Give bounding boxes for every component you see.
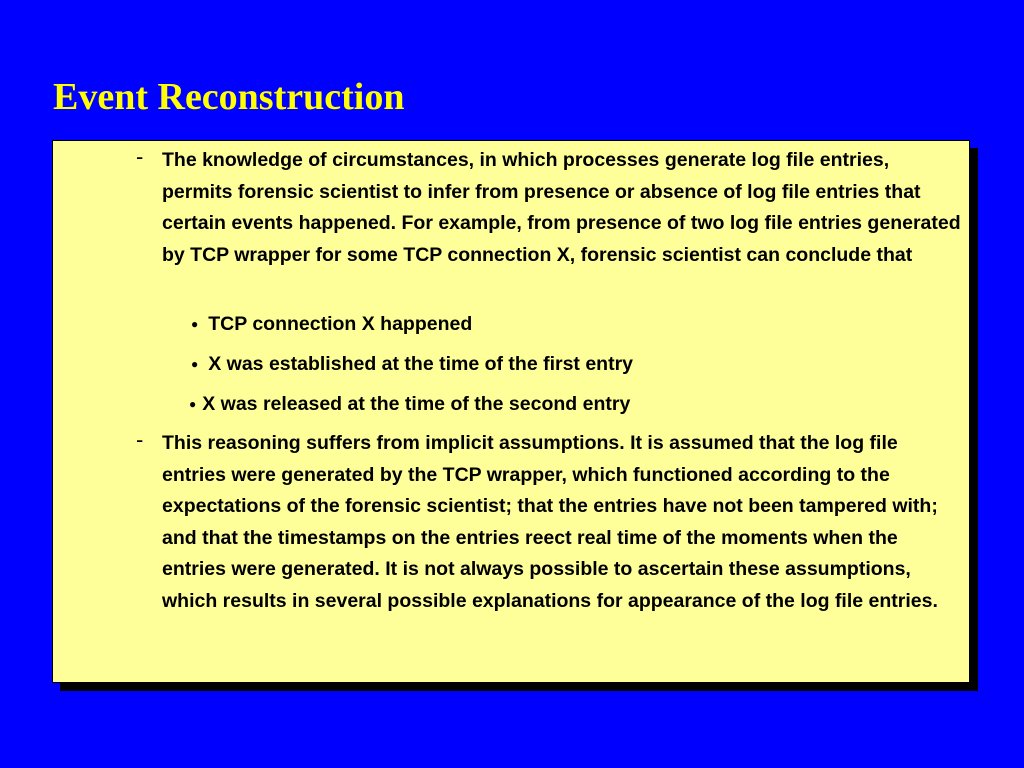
sub-bullet-text: TCP connection X happened [208, 313, 473, 335]
bullet-item [136, 144, 962, 271]
content-panel [52, 140, 970, 683]
bullet-text: The knowledge of circumstances, in which processes generate log file entries, permits forensic scientist to infer from presence or absence of log file entries that certain events happened. For example, from presence of two log file entries generated by TCP wrapper for some TCP connection X, forensic scientist can conclude that [162, 149, 961, 266]
sub-bullet-item [189, 389, 630, 421]
bullet-item [136, 427, 962, 617]
sub-bullet-text: X was released at the time of the second entry [202, 393, 631, 415]
dash-marker: - [136, 427, 144, 452]
bullet-dot-icon: ● [189, 397, 197, 411]
bullet-dot-icon: ● [191, 317, 199, 331]
dash-marker: - [136, 144, 144, 169]
bullet-dot-icon: ● [191, 357, 199, 371]
slide-title: Event Reconstruction [53, 76, 405, 118]
sub-bullet-item [191, 309, 472, 341]
bullet-text: This reasoning suffers from implicit assumptions. It is assumed that the log file entries were generated by the TCP wrapper, which functioned according to the expectations of the forensic scientist; that the entries have not been tampered with; and that the timestamps on the entries reect real time of the moments when the entries were generated. It is not always possible to ascertain these assumptions, which results in several possible explanations for appearance of the log file entries. [162, 432, 938, 612]
sub-bullet-item [191, 349, 633, 381]
sub-bullet-text: X was established at the time of the first entry [208, 353, 634, 375]
